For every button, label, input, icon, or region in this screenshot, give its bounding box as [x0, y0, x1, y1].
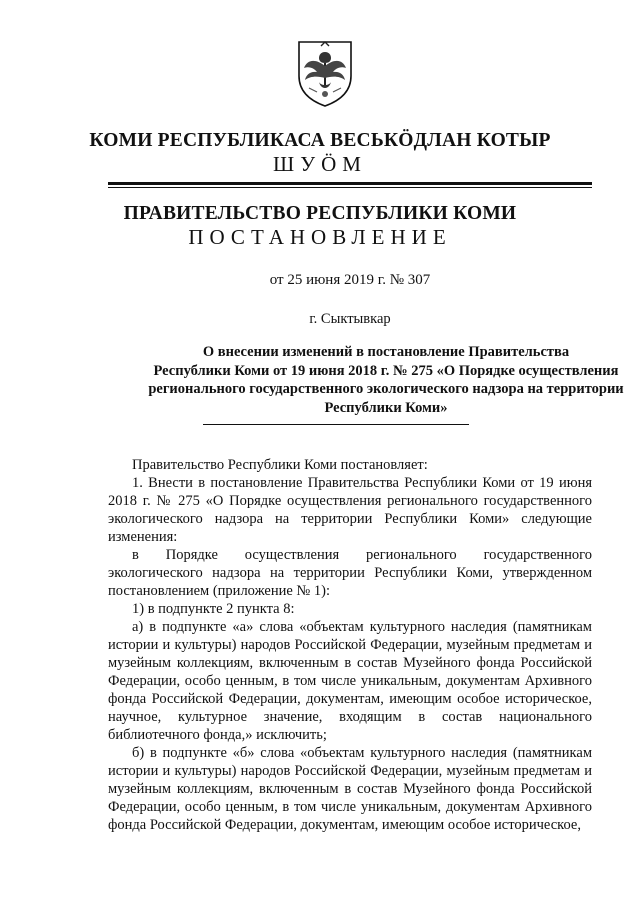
document-city: г. Сыктывкар [309, 311, 391, 327]
document-date-number: от 25 июня 2019 г. № 307 [269, 272, 431, 288]
title-line: регионального государственного экологического надзора на территории [148, 381, 624, 397]
header-divider-thin [108, 187, 592, 188]
document-title [120, 343, 640, 417]
body-paragraph: Правительство Республики Коми постановляет: [132, 457, 428, 473]
komi-coat-of-arms-icon [295, 38, 355, 108]
body-paragraph: 1. Внести в постановление Правительства Республики Коми от 19 июня 2018 г. № 275 «О Порядке осуществления регионального государственного экологического надзора на территории Республики Коми» следующие изменения: [108, 475, 592, 545]
document-body [108, 456, 592, 834]
body-paragraph: б) в подпункте «б» слова «объектам культурного наследия (памятникам истории и культуры) народов Российской Федерации, музейным предметам и музейным коллекциям, включенным в состав Музейного фонда Российской Федерации, особо ценным, в том числе уникальным, документам Архивного фонда Российской Федерации, документам, имеющим особое историческое, [108, 745, 592, 833]
komi-government-name: КОМИ РЕСПУБЛИКАСА ВЕСЬКӦДЛАН КОТЫР [89, 130, 551, 151]
title-underline [203, 424, 469, 425]
title-line: Республики Коми» [324, 399, 448, 416]
header-divider-thick [108, 182, 592, 185]
body-paragraph: а) в подпункте «а» слова «объектам культурного наследия (памятникам истории и культуры) народов Российской Федерации, музейным предметам и музейным коллекциям, включенным в состав Музейного фонда Российской Федерации, особо ценным, в том числе уникальным, документам Архивного фонда Российской Федерации, документам, имеющим особое историческое, научное, культурное значение, входящим в состав национального библиотечного фонда,» исключить; [108, 619, 592, 743]
body-paragraph: 1) в подпункте 2 пункта 8: [132, 601, 295, 617]
russian-government-name: ПРАВИТЕЛЬСТВО РЕСПУБЛИКИ КОМИ [123, 203, 517, 224]
title-line: Республики Коми от 19 июня 2018 г. № 275 «О Порядке осуществления [153, 362, 619, 379]
russian-document-type: ПОСТАНОВЛЕНИЕ [188, 225, 452, 249]
body-paragraph: в Порядке осуществления регионального государственного экологического надзора на территории Республики Коми, утвержденном постановлением (приложение № 1): [108, 547, 592, 599]
title-line: О внесении изменений в постановление Правительства [202, 344, 570, 360]
komi-document-type: ШУӦМ [273, 152, 367, 176]
